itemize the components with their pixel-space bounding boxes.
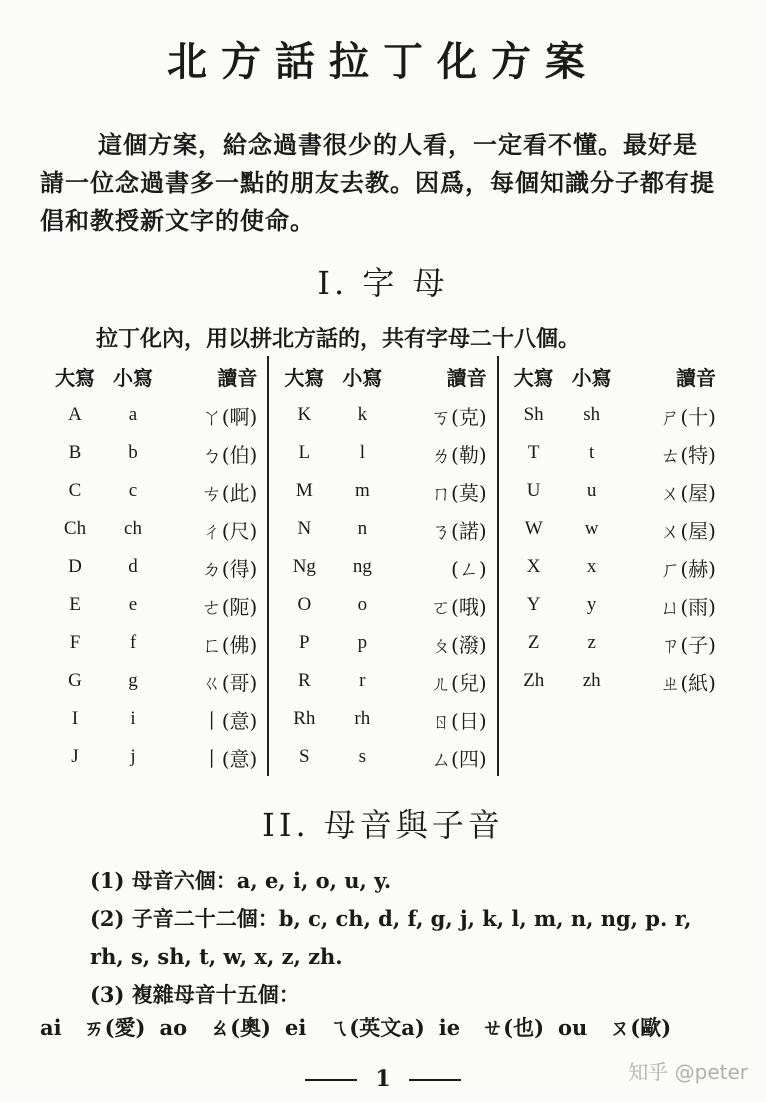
alphabet-row [275, 548, 490, 586]
alphabet-row [275, 396, 490, 434]
letter-reading: ㄇ(莫) [431, 480, 487, 505]
letter-lower: ch [124, 518, 142, 539]
header-upper: 大寫 [513, 365, 554, 390]
letter-upper: Rh [293, 708, 316, 729]
letter-lower: sh [583, 404, 601, 425]
letter-upper: M [295, 480, 313, 501]
letter-lower: e [128, 594, 138, 615]
alphabet-row [275, 472, 490, 510]
header-reading: 讀音 [446, 365, 487, 390]
letter-reading: ㄛ(哦) [431, 594, 487, 619]
alphabet-row [46, 624, 261, 662]
letter-reading: ㄋ(諾) [431, 518, 487, 543]
alphabet-row [275, 738, 490, 776]
alphabet-row [46, 434, 261, 472]
section-1-title: I. 字 母 [317, 264, 449, 302]
header-upper: 大寫 [55, 365, 95, 390]
letter-upper: Sh [523, 404, 544, 425]
letter-lower: i [130, 708, 136, 729]
alphabet-row [275, 510, 490, 548]
alphabet-row [505, 472, 720, 510]
letter-lower: p [357, 632, 368, 653]
letter-reading: ㄦ(兒) [431, 670, 487, 695]
alphabet-header-row [46, 356, 261, 396]
letter-lower: z [587, 632, 596, 653]
watermark: 知乎 @peter [628, 1060, 748, 1084]
letter-upper: Y [526, 594, 541, 615]
letter-upper: K [297, 404, 312, 425]
letter-upper: Zh [523, 670, 545, 691]
alphabet-row [275, 434, 490, 472]
alphabet-row [505, 548, 720, 586]
alphabet-count-line: 拉丁化內，用以拼北方話的，共有字母二十八個。 [96, 326, 581, 352]
letter-upper: N [297, 518, 312, 539]
letter-lower: o [357, 594, 368, 615]
letter-lower: m [354, 480, 370, 501]
compound-vowel [285, 1015, 425, 1040]
letter-lower: s [358, 746, 367, 767]
compound-zhuyin: ㄡ(歐) [609, 1015, 672, 1040]
alphabet-row [275, 586, 490, 624]
letter-lower: d [128, 556, 138, 577]
compound-latin: ou [558, 1015, 588, 1040]
consonants-line: (2) 子音二十二個：b, c, ch, d, f, g, j, k, l, m, n, ng, p. r, rh, s, sh, t, w, x, z, zh. [90, 906, 692, 969]
compound-zhuyin: ㄞ(愛) [83, 1015, 146, 1040]
letter-reading: ㄗ(子) [660, 632, 716, 657]
alphabet-header-row [505, 356, 720, 396]
letter-reading: ㄨ(屋) [660, 480, 716, 505]
alphabet-row [505, 434, 720, 472]
letter-reading: ㄈ(佛) [201, 632, 258, 657]
alphabet-row [505, 662, 720, 700]
letter-upper: Ch [63, 518, 87, 539]
header-upper: 大寫 [284, 365, 325, 390]
page-title: 北方話拉丁化方案 [167, 38, 599, 85]
letter-upper: G [68, 670, 82, 691]
alphabet-row [275, 700, 490, 738]
letter-reading: ㄕ(十) [660, 404, 716, 429]
alphabet-column [497, 356, 726, 776]
letter-reading: ㄉ(得) [201, 556, 258, 581]
letter-reading: ㄔ(尺) [201, 518, 258, 543]
vowels-line: (1) 母音六個：a, e, i, o, u, y. [90, 868, 392, 893]
alphabet-column [267, 356, 496, 776]
letter-upper: D [68, 556, 82, 577]
letter-lower: a [128, 404, 138, 425]
footer-dash-right [409, 1079, 461, 1081]
compound-label: (3) 複雜母音十五個： [90, 982, 300, 1007]
letter-upper: U [526, 480, 541, 501]
alphabet-row [505, 624, 720, 662]
letter-reading: ㄜ(阨) [201, 594, 258, 619]
letter-upper: Z [527, 632, 540, 653]
letter-lower: y [586, 594, 597, 615]
header-lower: 小寫 [571, 365, 612, 390]
letter-lower: ng [352, 556, 372, 577]
alphabet-header-row [275, 356, 490, 396]
compound-vowel [439, 1015, 544, 1040]
compound-zhuyin: ㄝ(也) [482, 1015, 545, 1040]
alphabet-row [505, 510, 720, 548]
letter-lower: w [584, 518, 599, 539]
compound-latin: ao [159, 1015, 188, 1040]
alphabet-row [46, 586, 261, 624]
letter-upper: L [298, 442, 311, 463]
letter-upper: X [526, 556, 541, 577]
letter-lower: l [359, 442, 365, 463]
letter-upper: O [297, 594, 312, 615]
letter-reading: 丨(意) [201, 746, 258, 771]
alphabet-row [46, 662, 261, 700]
letter-lower: n [357, 518, 368, 539]
compound-latin: ie [438, 1015, 461, 1040]
letter-reading: ㄘ(此) [201, 480, 258, 505]
letter-reading: ㄏ(赫) [660, 556, 716, 581]
letter-lower: rh [354, 708, 371, 729]
letter-lower: r [359, 670, 366, 691]
footer-dash-left [305, 1079, 357, 1081]
letter-lower: t [589, 442, 595, 463]
compound-vowel [558, 1015, 671, 1040]
letter-upper: T [527, 442, 540, 463]
letter-reading: ㄨ(屋) [660, 518, 716, 543]
letter-upper: F [69, 632, 81, 653]
alphabet-row [275, 624, 490, 662]
intro-text: 這個方案，給念過書很少的人看，一定看不懂。最好是請一位念過書多一點的朋友去教。因爲，每個知識分子都有提倡和教授新文字的使命。 [40, 130, 715, 235]
letter-lower: f [129, 632, 137, 653]
letter-lower: x [586, 556, 597, 577]
letter-reading: ㄎ(克) [431, 404, 487, 429]
alphabet-row [505, 396, 720, 434]
letter-lower: g [128, 670, 138, 691]
letter-reading: ㄅ(伯) [201, 442, 258, 467]
letter-upper: E [69, 594, 81, 615]
letter-reading: ㄙ(四) [431, 746, 487, 771]
letter-lower: k [357, 404, 368, 425]
letter-lower: u [586, 480, 597, 501]
section-2-title: II. 母音與子音 [262, 806, 504, 844]
compound-zhuyin: ㄟ(英文a) [328, 1015, 425, 1040]
alphabet-row [505, 586, 720, 624]
alphabet-row [275, 662, 490, 700]
alphabet-row [46, 700, 261, 738]
alphabet-row [46, 396, 261, 434]
letter-upper: S [299, 746, 310, 767]
letter-upper: I [71, 708, 79, 729]
letter-upper: P [299, 632, 310, 653]
compound-zhuyin: ㄠ(奧) [209, 1015, 271, 1040]
letter-reading: ㄖ(日) [431, 708, 487, 733]
letter-reading: ㄩ(雨) [660, 594, 716, 619]
alphabet-row [46, 472, 261, 510]
letter-lower: j [130, 746, 136, 767]
letter-upper: J [71, 746, 79, 767]
letter-reading: 丨(意) [201, 708, 258, 733]
letter-lower: b [128, 442, 138, 463]
compound-latin: ei [284, 1015, 307, 1040]
letter-reading: ㄆ(潑) [431, 632, 487, 657]
letter-upper: A [68, 404, 82, 425]
letter-reading: ㄚ(啊) [201, 404, 258, 429]
compound-vowel [159, 1015, 271, 1040]
letter-lower: c [128, 480, 138, 501]
alphabet-row [46, 548, 261, 586]
alphabet-row [46, 738, 261, 776]
intro-paragraph [40, 126, 720, 240]
header-lower: 小寫 [342, 365, 383, 390]
page-number: 1 [375, 1066, 391, 1092]
header-reading: 讀音 [675, 365, 716, 390]
letter-reading: ㄊ(特) [660, 442, 716, 467]
compound-latin: ai [40, 1015, 62, 1040]
letter-reading: ㄍ(哥) [201, 670, 258, 695]
letter-upper: R [297, 670, 311, 691]
letter-lower: zh [582, 670, 601, 691]
letter-upper: B [68, 442, 82, 463]
letter-reading: ㄌ(勒) [431, 442, 487, 467]
letter-upper: W [524, 518, 543, 539]
alphabet-table [40, 356, 726, 776]
letter-reading: ㄓ(紙) [660, 670, 716, 695]
header-reading: 讀音 [217, 365, 258, 390]
letter-upper: C [68, 480, 82, 501]
letter-upper: Ng [292, 556, 316, 577]
letter-reading: (ㄥ) [451, 556, 487, 581]
alphabet-column [40, 356, 267, 776]
compound-vowels-line [40, 1012, 730, 1042]
vowel-consonant-list [40, 862, 730, 1014]
alphabet-row [46, 510, 261, 548]
header-lower: 小寫 [113, 365, 153, 390]
compound-vowel [40, 1015, 145, 1040]
